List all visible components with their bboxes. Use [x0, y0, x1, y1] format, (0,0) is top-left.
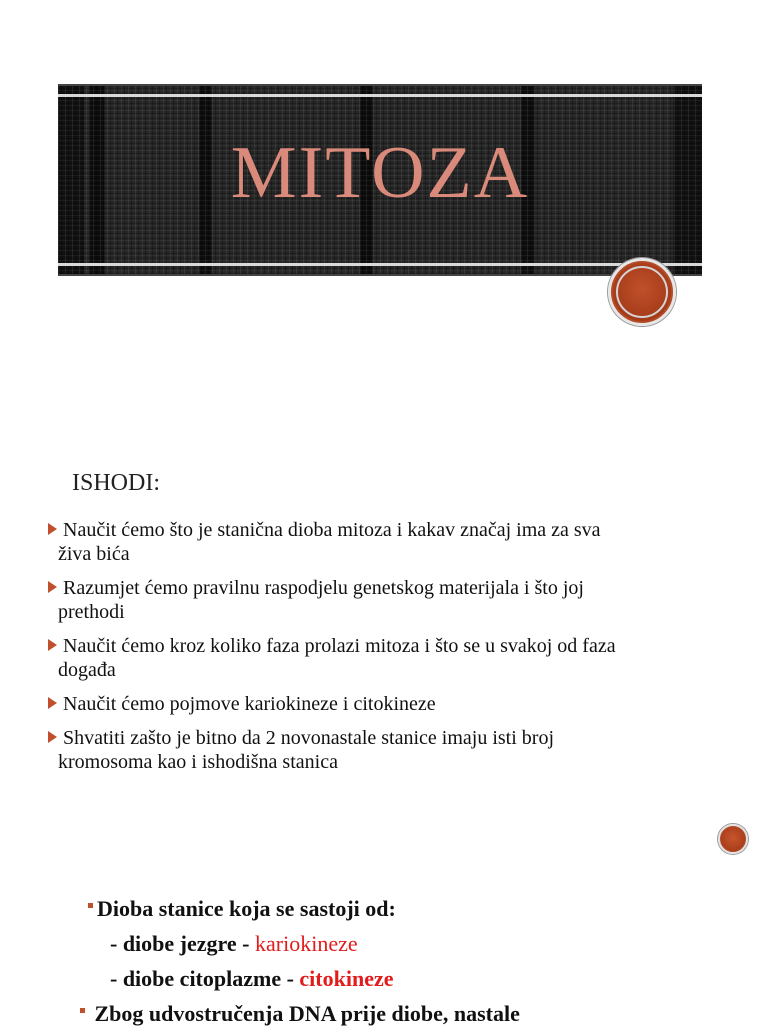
- list-item-text: Naučit ćemo što je stanična dioba mitoza i kakav značaj ima za sva: [63, 519, 601, 541]
- list-item-text: Naučit ćemo kroz koliko faza prolazi mitoza i što se u svakoj od faza: [63, 635, 616, 657]
- list-item: [48, 518, 708, 566]
- square-bullet-icon: [88, 903, 93, 908]
- definition-next-line: [80, 1001, 768, 1027]
- list-item-text-cont: događa: [58, 659, 116, 681]
- arrow-bullet-icon: [48, 639, 57, 651]
- slide-title: MITOZA: [230, 132, 530, 214]
- decorative-circle-small: [718, 824, 748, 854]
- arrow-bullet-icon: [48, 523, 57, 535]
- title-banner: [58, 84, 702, 276]
- list-item: [48, 726, 708, 774]
- arrow-bullet-icon: [48, 581, 57, 593]
- list-item: [48, 576, 708, 624]
- arrow-bullet-icon: [48, 731, 57, 743]
- definition-item-karyokinesis: [88, 931, 768, 957]
- banner-edge-top: [58, 84, 702, 86]
- arrow-bullet-icon: [48, 697, 57, 709]
- term-karyokinesis: kariokineze: [255, 931, 358, 956]
- outcomes-list: [48, 518, 708, 784]
- definition-intro-text: Dioba stanice koja se sastoji od:: [97, 896, 396, 921]
- list-item: [48, 634, 708, 682]
- outcomes-heading: ISHODI:: [72, 470, 160, 496]
- item-prefix: - diobe citoplazme -: [110, 966, 300, 991]
- term-cytokinesis: citokineze: [299, 966, 394, 991]
- list-item: [48, 692, 708, 716]
- decorative-circle-large: [608, 258, 676, 326]
- title-slide: [0, 0, 768, 400]
- definition-slide: [88, 896, 768, 1036]
- item-prefix: - diobe jezgre -: [110, 931, 255, 956]
- list-item-text: Razumjet ćemo pravilnu raspodjelu genetskog materijala i što joj: [63, 577, 584, 599]
- list-item-text: Shvatiti zašto je bitno da 2 novonastale stanice imaju isti broj: [63, 727, 555, 749]
- definition-item-cytokinesis: [88, 966, 768, 992]
- next-line-text: Zbog udvostručenja DNA prije diobe, nastale: [94, 1001, 520, 1026]
- square-bullet-icon: [80, 1008, 85, 1013]
- banner-edge-bottom: [58, 274, 702, 276]
- list-item-text-cont: kromosoma kao i ishodišna stanica: [58, 751, 338, 773]
- definition-intro: [88, 896, 768, 922]
- list-item-text-cont: prethodi: [58, 601, 125, 623]
- list-item-text: Naučit ćemo pojmove kariokineze i citokineze: [63, 693, 436, 715]
- list-item-text-cont: živa bića: [58, 543, 130, 565]
